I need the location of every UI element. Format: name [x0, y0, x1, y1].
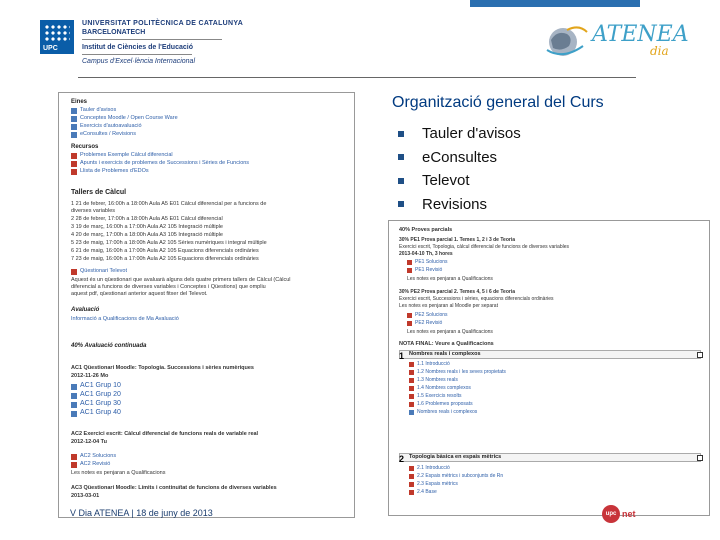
file-link[interactable]: PE1 Revisió: [415, 267, 443, 273]
topic-toggle-checkbox[interactable]: [697, 352, 703, 358]
activity-date: 2012-11-26 Mo: [71, 373, 109, 379]
pdf-icon: [409, 466, 414, 471]
quiz-icon: [409, 410, 414, 415]
section-title: Tallers de Càlcul: [71, 189, 127, 196]
topic-link[interactable]: 2.1 Introducció: [417, 465, 450, 471]
quiz-icon: [71, 393, 77, 399]
pdf-icon: [407, 313, 412, 318]
quiz-link[interactable]: AC1 Grup 30: [80, 400, 121, 407]
file-link[interactable]: PE2 Revisió: [415, 320, 443, 326]
pdf-icon: [409, 394, 414, 399]
file-link[interactable]: AC2 Solucions: [80, 453, 117, 459]
activity-date: 2013-03-01: [71, 493, 100, 499]
topic-link[interactable]: 2.4 Base: [417, 489, 437, 495]
upc-logo-icon: [40, 20, 74, 54]
atenea-logo-text: ATENEA: [592, 22, 689, 47]
exam-description: Exercici escrit, Topologia, càlcul diferencial de funcions de diverses variables: [399, 244, 569, 250]
pdf-icon: [71, 169, 77, 175]
institute-name: Institut de Ciències de l'Educació: [82, 44, 193, 51]
link-item[interactable]: Exercicis d'autoavaluació: [80, 123, 142, 129]
forum-icon: [71, 132, 77, 138]
pdf-icon: [71, 153, 77, 159]
activity-title: AC1 Qüestionari Moodle: Topologia. Successions i sèries numèriques: [71, 365, 254, 371]
link-item[interactable]: Tauler d'avisos: [80, 107, 117, 113]
quiz-icon: [71, 411, 77, 417]
topic-toggle-checkbox[interactable]: [697, 455, 703, 461]
block-title: Eines: [71, 99, 88, 105]
pdf-icon: [407, 260, 412, 265]
taller-row: 4 20 de març, 17:00h a 18:00h Aula A3 105 Integració múltiple: [71, 232, 223, 238]
block-title: Recursos: [71, 144, 99, 150]
pdf-icon: [409, 490, 414, 495]
upc-logo-text: UPC: [43, 45, 58, 52]
activity-title: AC2 Exercici escrit: Càlcul diferencial de funcions reals de variable real: [71, 431, 259, 437]
file-link[interactable]: PE2 Solucions: [415, 312, 448, 318]
pdf-icon: [71, 161, 77, 167]
pdf-icon: [409, 362, 414, 367]
quiz-link[interactable]: AC1 Grup 20: [80, 391, 121, 398]
taller-row: 3 19 de març, 16:00h a 17:00h Aula A2 105 Integració múltiple: [71, 224, 223, 230]
pdf-icon: [409, 402, 414, 407]
taller-row: 6 21 de maig, 16:00h a 17:00h Aula A2 105 Equacions diferencials ordinàries: [71, 248, 259, 254]
pdf-icon: [409, 386, 414, 391]
header-bottom-rule: [78, 77, 636, 78]
quiz-icon: [71, 124, 77, 130]
televot-link[interactable]: Qüestionari Televot: [80, 268, 127, 274]
block-title: 40% Proves parcials: [399, 227, 453, 233]
link-item[interactable]: Problemes Exemple Càlcul diferencial: [80, 152, 173, 158]
pdf-icon: [409, 378, 414, 383]
bullet-item: Tauler d'avisos: [398, 122, 521, 146]
atenea-dia-text: dia: [650, 44, 669, 58]
topic-number: 2: [399, 454, 405, 464]
pdf-icon: [409, 482, 414, 487]
topic-link[interactable]: 2.2 Espais mètrics i subconjunts de Rn: [417, 473, 504, 479]
pdf-icon: [407, 268, 412, 273]
footer-text: V Dia ATENEA | 18 de juny de 2013: [70, 508, 213, 518]
bullet-item: eConsultes: [398, 146, 521, 170]
activity-date: 2012-12-04 Tu: [71, 439, 107, 445]
header-divider: [82, 39, 222, 40]
topic-link[interactable]: 2.3 Espais mètrics: [417, 481, 458, 487]
header-divider: [82, 54, 192, 55]
bullet-square-icon: [398, 201, 404, 207]
exam-description: Les notes es penjaran al Moodle per separat: [399, 303, 498, 309]
quiz-icon: [71, 402, 77, 408]
bullet-square-icon: [398, 178, 404, 184]
link-item[interactable]: Conceptes Moodle / Open Course Ware: [80, 115, 178, 121]
upcnet-logo-text: net: [622, 509, 636, 519]
section-title: Avaluació: [71, 307, 100, 313]
course-page-screenshot-left: [58, 92, 355, 518]
topic-link[interactable]: 1.4 Nombres complexos: [417, 385, 471, 391]
bullet-item: Televot: [398, 169, 521, 193]
university-subtitle: BARCELONATECH: [82, 29, 146, 36]
taller-row: 5 23 de maig, 17:00h a 18:00h Aula A2 105 Sèries numèriques i integral múltiple: [71, 240, 267, 246]
taller-row: diverses variables: [71, 208, 116, 214]
topic-title: Nombres reals i complexos: [409, 351, 481, 357]
topic-link[interactable]: 1.3 Nombres reals: [417, 377, 458, 383]
course-page-screenshot-right: [388, 220, 710, 516]
pdf-icon: [407, 321, 412, 326]
exam-note: Les notes es penjaran a Qualificacions: [407, 329, 493, 335]
quiz-link[interactable]: AC1 Grup 10: [80, 382, 121, 389]
topic-link[interactable]: 1.1 Introducció: [417, 361, 450, 367]
avaluacio-link[interactable]: Informació a Qualificacions de Ma Avaluació: [71, 316, 179, 322]
topic-link[interactable]: 1.5 Exercicis resolts: [417, 393, 462, 399]
forum-icon: [71, 108, 77, 114]
atenea-globe-icon: [543, 20, 591, 60]
pdf-icon: [71, 454, 77, 460]
exam-note: Les notes es penjaran a Qualificacions: [407, 276, 493, 282]
campus-label: Campus d'Excel·lència Internacional: [82, 58, 196, 65]
slide-header: [0, 0, 720, 80]
link-item[interactable]: Apunts i exercicis de problemes de Successions i Sèries de Funcions: [80, 160, 250, 166]
top-accent-bar: [470, 0, 640, 7]
slide-title: Organització general del Curs: [392, 94, 604, 111]
activity-title: AC3 Qüestionari Moodle: Límits i continuïtat de funcions de diverses variables: [71, 485, 277, 491]
topic-link[interactable]: Nombres reals i complexos: [417, 409, 478, 415]
exam-title: 30% PE1 Prova parcial 1. Temes 1, 2 i 3 de Teoria: [399, 237, 515, 243]
taller-row: 2 28 de febrer, 17:00h a 18:00h Aula A5 E01 Càlcul diferencial: [71, 216, 223, 222]
televot-text: aquest pdf, qüestionari anterior aquest fitxer del Televot.: [71, 291, 208, 297]
televot-text: diferencial a funcions de diverses variables i Conceptes i Qüestions) que ompliu: [71, 284, 266, 290]
pdf-icon: [409, 370, 414, 375]
quiz-link[interactable]: AC1 Grup 40: [80, 409, 121, 416]
university-name: UNIVERSITAT POLITÈCNICA DE CATALUNYA: [82, 20, 244, 27]
taller-row: 7 23 de maig, 16:00h a 17:00h Aula A2 105 Equacions diferencials ordinàries: [71, 256, 259, 262]
taller-row: 1 21 de febrer, 16:00h a 18:00h Aula A5 E01 Càlcul diferencial per a funcions de: [71, 201, 267, 207]
page-icon: [71, 116, 77, 122]
link-item[interactable]: Llista de Problemes d'EDOs: [80, 168, 149, 174]
bullet-square-icon: [398, 131, 404, 137]
pdf-icon: [71, 462, 77, 468]
bullet-item: Revisions: [398, 193, 521, 217]
file-link[interactable]: AC2 Revisió: [80, 461, 111, 467]
exam-date: 2013-04-10 Th, 3 hores: [399, 251, 453, 257]
bullet-square-icon: [398, 154, 404, 160]
pdf-icon: [71, 269, 77, 275]
topic-link[interactable]: 1.2 Nombres reals i les seves propietats: [417, 369, 506, 375]
final-grade-label: NOTA FINAL: Veure a Qualificacions: [399, 341, 494, 347]
section-title: 40% Avaluació continuada: [71, 343, 147, 349]
upcnet-circle-icon: upc: [602, 505, 620, 523]
activity-note: Les notes es penjaran a Qualificacions: [71, 470, 166, 476]
upcnet-logo: [602, 505, 636, 523]
quiz-icon: [71, 384, 77, 390]
file-link[interactable]: PE1 Solucions: [415, 259, 448, 265]
exam-description: Exercici escrit, Successions i sèries, equacions diferencials ordinàries: [399, 296, 554, 302]
bullet-list: [398, 122, 521, 216]
televot-text: Aquest és un qüestionari que avaluarà alguns dels quatre primers tallers de Càlcul (Càlcul: [71, 277, 291, 283]
topic-number: 1: [399, 351, 405, 361]
pdf-icon: [409, 474, 414, 479]
exam-title: 30% PE2 Prova parcial 2. Temes 4, 5 i 6 de Teoria: [399, 289, 515, 295]
topic-title: Topologia bàsica en espais mètrics: [409, 454, 502, 460]
link-item[interactable]: eConsultes / Revisions: [80, 131, 136, 137]
topic-link[interactable]: 1.6 Problemes proposats: [417, 401, 473, 407]
